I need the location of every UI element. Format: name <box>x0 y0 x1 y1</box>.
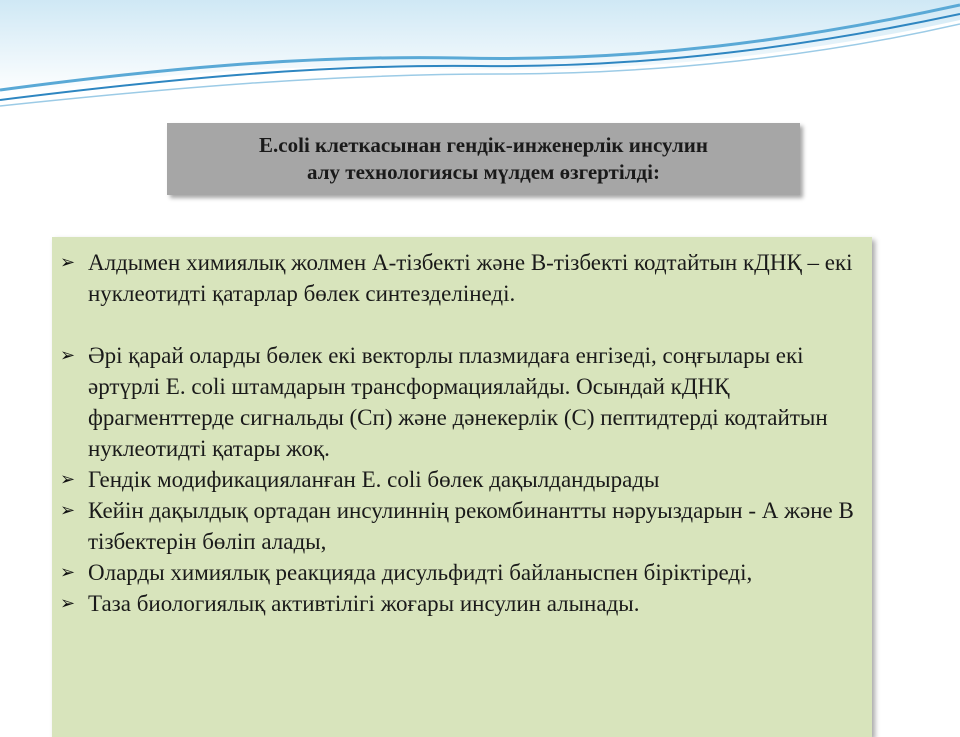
list-item <box>60 495 858 557</box>
slide-title-line-1: E.coli клеткасынан гендік-инженерлік инсулин <box>259 133 708 157</box>
arrow-bullet-icon: ➢ <box>60 469 76 490</box>
slide-title-box <box>167 123 800 195</box>
bullet-text: Алдымен химиялық жолмен А-тізбекті және В-тізбекті кодтайтын кДНҚ – екі нуклеотидті қатарлар бөлек синтезделінеді. <box>88 250 853 306</box>
bullet-list <box>52 237 872 619</box>
bullet-text: Оларды химиялық реакцияда дисульфидті байланыспен біріктіреді, <box>88 560 753 585</box>
arrow-bullet-icon: ➢ <box>60 345 76 366</box>
bullet-text: Гендік модификацияланған E. coli бөлек дақылдандырады <box>88 467 660 492</box>
bullet-text: Таза биологиялық активтілігі жоғары инсулин алынады. <box>88 591 640 616</box>
bullet-text: Кейін дақылдық ортадан инсулиннің рекомбинантты нәруыздарын - А және В тізбектерін бөліп алады, <box>88 498 854 554</box>
bullet-text: Әрі қарай оларды бөлек екі векторлы плазмидаға енгізеді, соңғылары екі әртүрлі E. coli штамдарын трансформациялайды. Осындай кДНҚ фрагменттерде сигнальды (Сп) және дәнекерлік (С) пептидтерді кодтайтын нуклеотидті қатары жоқ. <box>88 343 828 461</box>
arrow-bullet-icon: ➢ <box>60 500 76 521</box>
list-item <box>60 247 858 309</box>
arrow-bullet-icon: ➢ <box>60 562 76 583</box>
list-spacer <box>60 309 858 340</box>
slide-title-line-2: алу технологиясы мүлдем өзгертілді: <box>307 160 660 184</box>
arrow-bullet-icon: ➢ <box>60 593 76 614</box>
list-item <box>60 557 858 588</box>
list-item <box>60 464 858 495</box>
list-item <box>60 588 858 619</box>
arrow-bullet-icon: ➢ <box>60 252 76 273</box>
decorative-wave-header <box>0 0 960 120</box>
content-box <box>52 237 872 737</box>
list-item <box>60 340 858 464</box>
